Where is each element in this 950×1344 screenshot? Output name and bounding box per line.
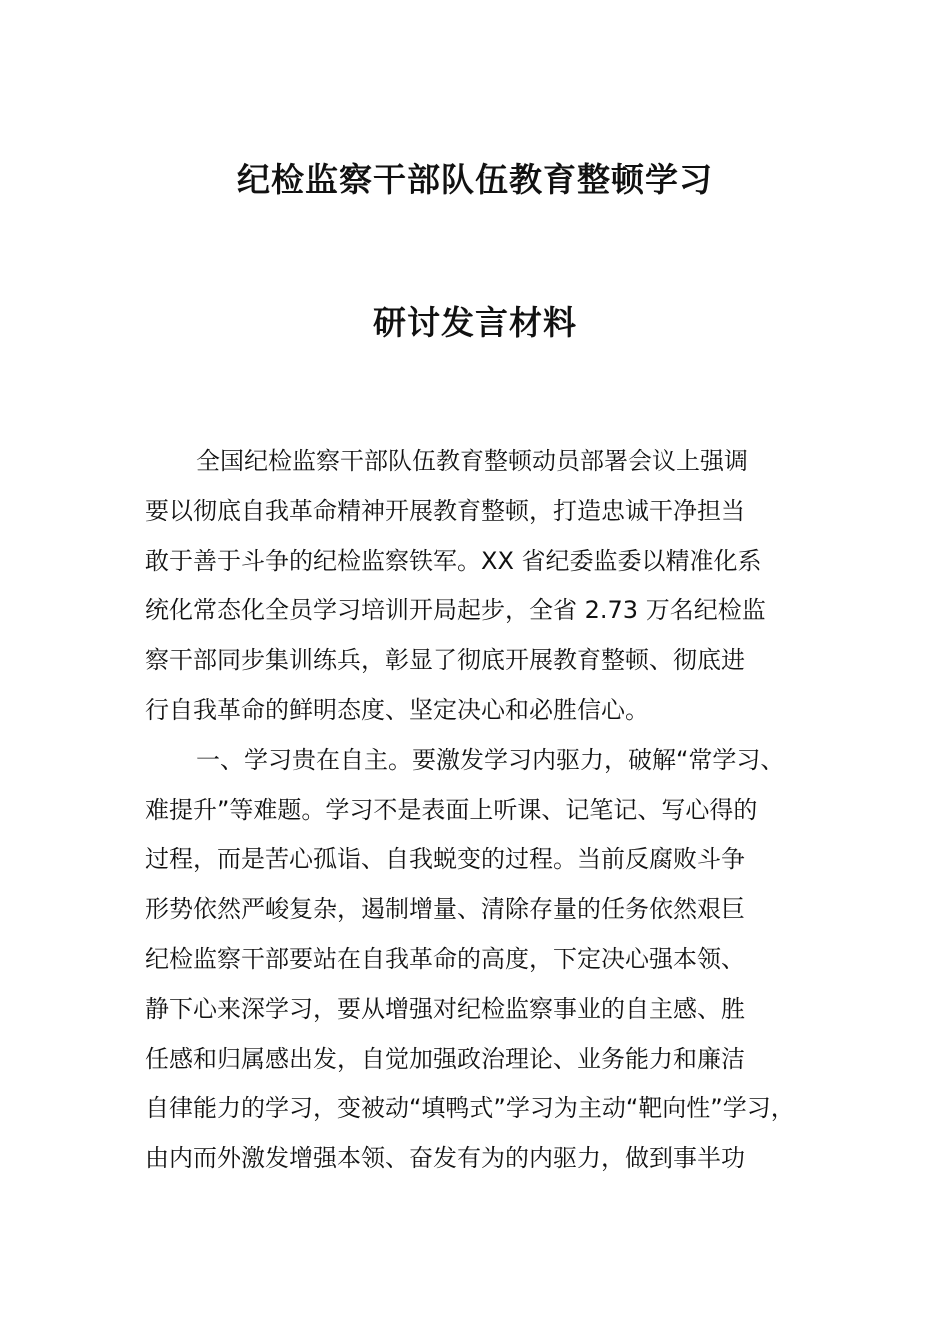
document-title-line2: 研讨发言材料	[373, 303, 577, 342]
text-line: 形势依然严峻复杂，遏制增量、清除存量的任务依然艰巨	[145, 895, 745, 924]
text-line: 一、学习贵在自主。要激发学习内驱力，破解“常学习、	[196, 745, 785, 774]
text-line: 敢于善于斗争的纪检监察铁军。XX 省纪委监委以精准化系	[145, 546, 762, 575]
text-line: 任感和归属感出发，自觉加强政治理论、业务能力和廉洁	[145, 1044, 745, 1073]
text-line: 纪检监察干部要站在自我革命的高度，下定决心强本领、	[145, 944, 745, 973]
text-line: 过程，而是苦心孤诣、自我蜕变的过程。当前反腐败斗争	[145, 845, 745, 874]
text-line: 由内而外激发增强本领、奋发有为的内驱力，做到事半功	[145, 1144, 745, 1173]
text-line: 行自我革命的鲜明态度、坚定决心和必胜信心。	[145, 695, 649, 724]
paragraph-2	[145, 740, 835, 1188]
text-line: 察干部同步集训练兵，彰显了彻底开展教育整顿、彻底进	[145, 646, 745, 675]
text-line: 静下心来深学习，要从增强对纪检监察事业的自主感、胜	[145, 994, 745, 1023]
text-line: 统化常态化全员学习培训开局起步，全省 2.73 万名纪检监	[145, 596, 766, 625]
paragraph-1	[145, 441, 835, 740]
text-line: 难提升”等难题。学习不是表面上听课、记笔记、写心得的	[145, 795, 758, 824]
text-line: 自律能力的学习，变被动“填鸭式”学习为主动“靶向性”学习，	[145, 1094, 795, 1123]
text-line: 全国纪检监察干部队伍教育整顿动员部署会议上强调	[196, 447, 748, 475]
document-title-line1: 纪检监察干部队伍教育整顿学习	[237, 160, 713, 199]
text-line: 要以彻底自我革命精神开展教育整顿，打造忠诚干净担当	[145, 496, 745, 525]
document-body	[145, 441, 835, 1188]
